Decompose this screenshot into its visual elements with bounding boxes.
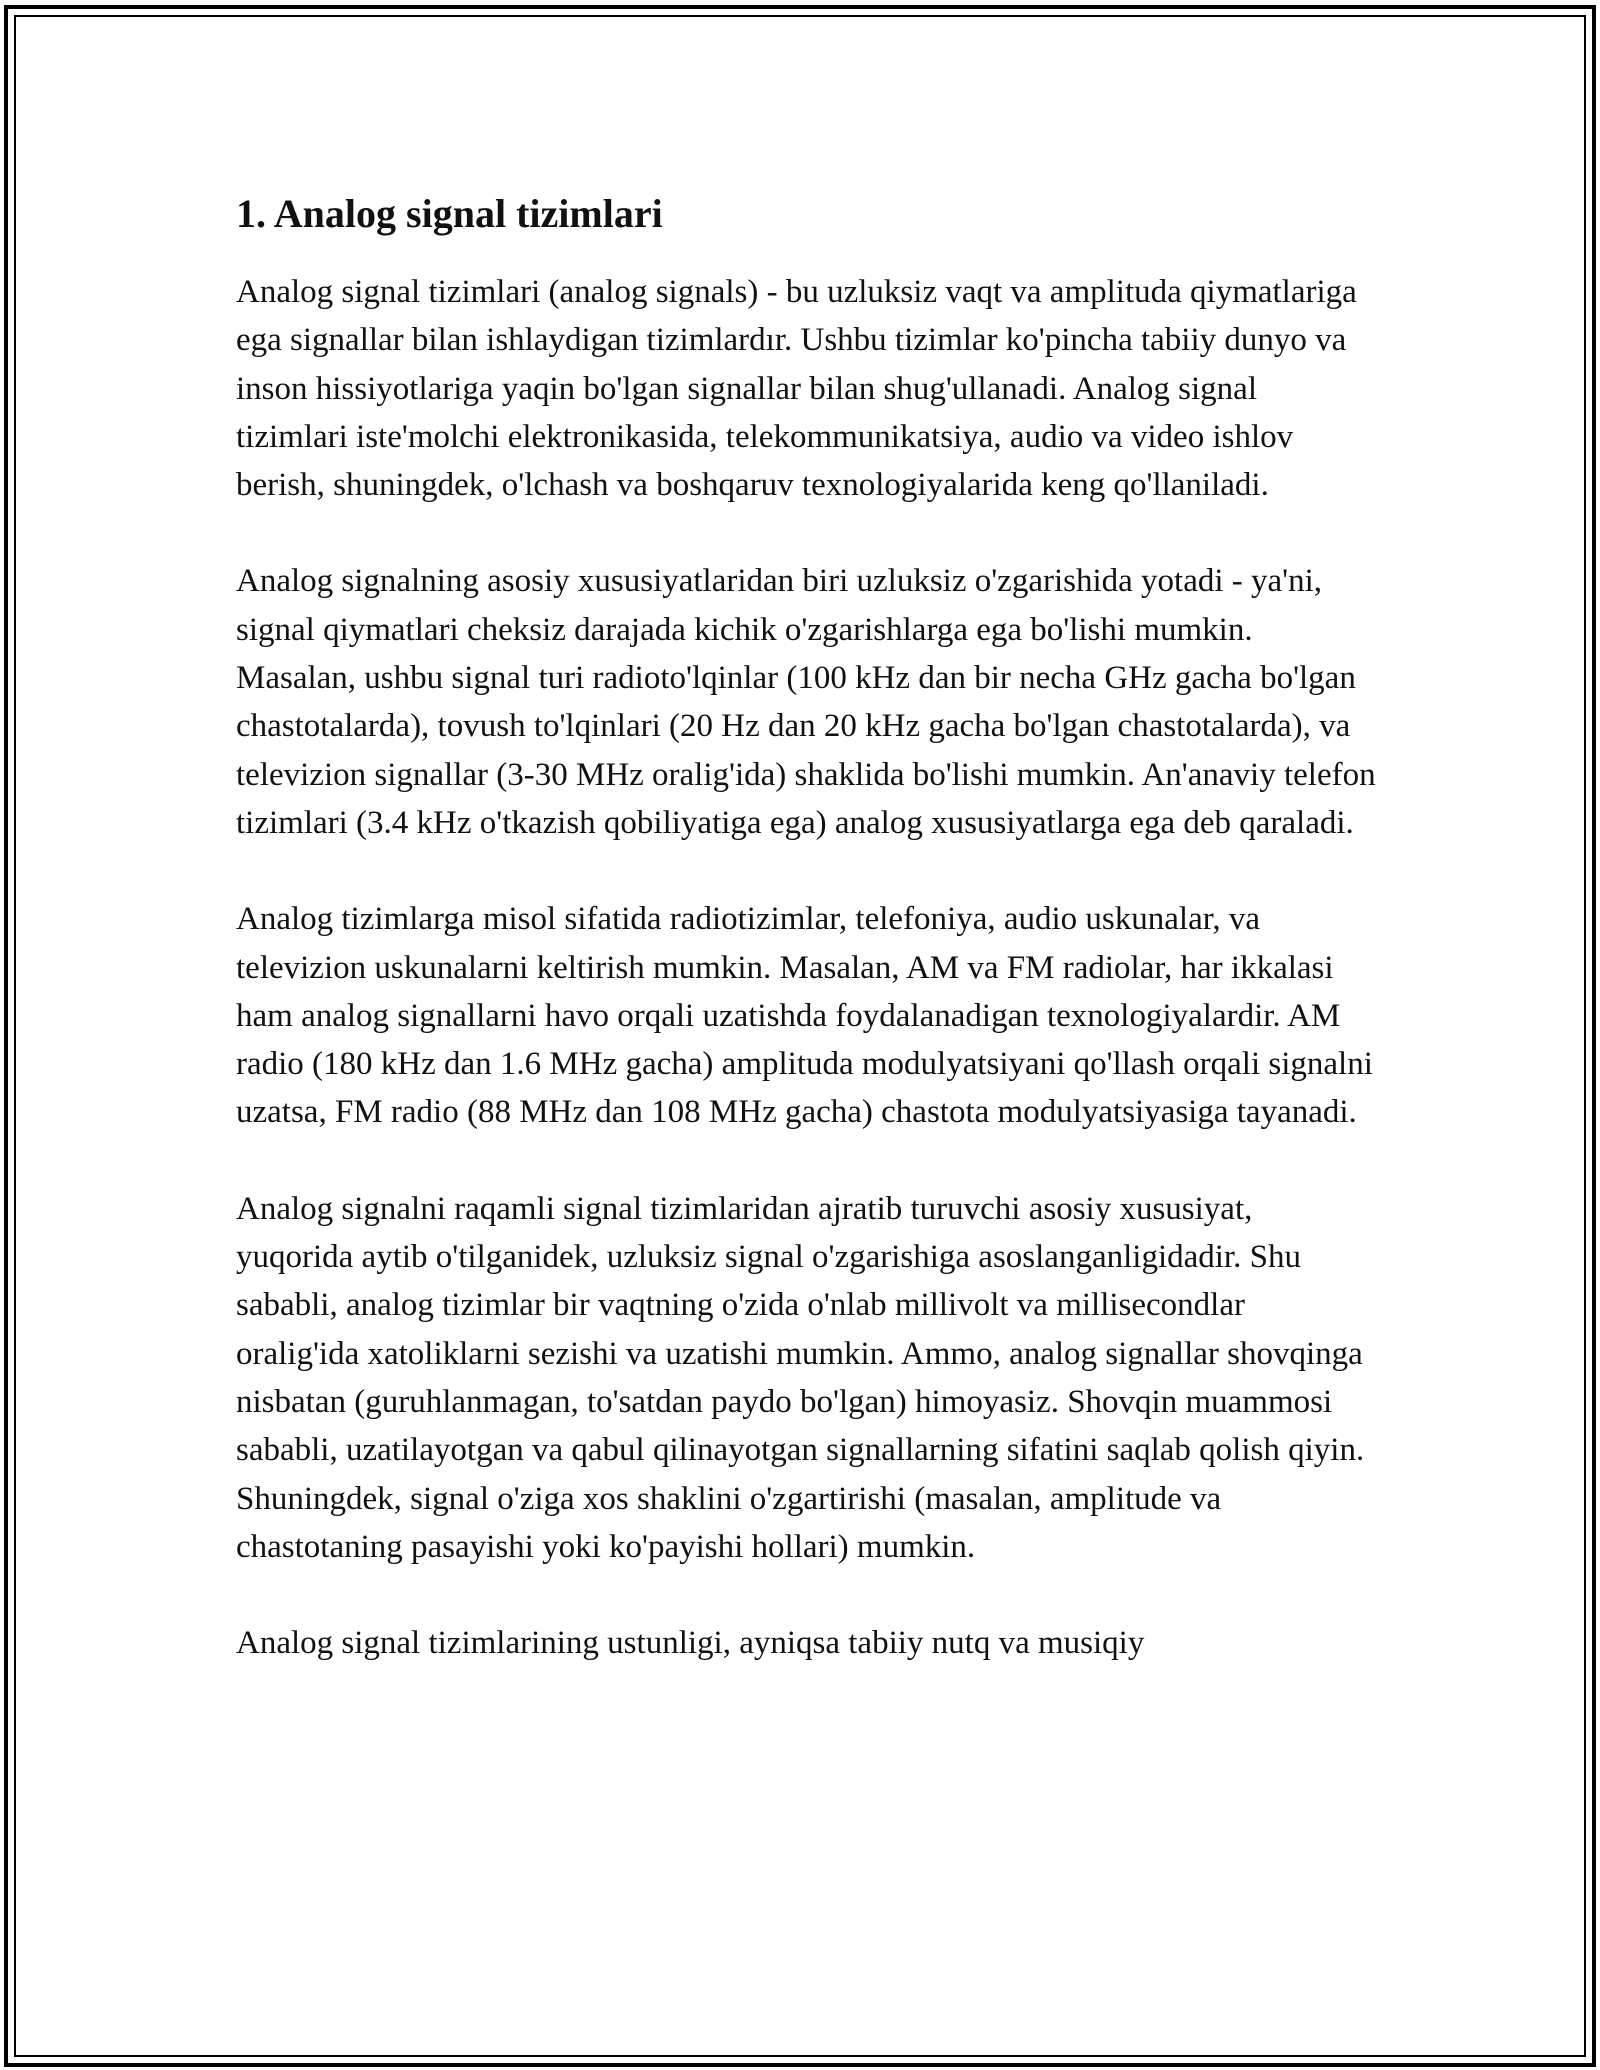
paragraph-5: Analog signal tizimlarining ustunligi, ayniqsa tabiiy nutq va musiqiy xyxy=(236,1625,1145,1662)
document-body xyxy=(236,186,1376,1715)
section-heading: 1. Analog signal tizimlari xyxy=(236,191,663,236)
paragraph-1: Analog signal tizimlari (analog signals) - bu uzluksiz vaqt va amplituda qiymatlariga ega signallar bilan ishlaydigan tizimlardır. Ushbu tizimlar ko'pincha tabiiy dunyo va inson hissiyotlariga yaqin bo'lgan signallar bilan shug'ullanadi. Analog signal tizimlari iste'molchi elektronikasida, telekommunikatsiya, audio va video ishlov berish, shuningdek, o'lchash va boshqaruv texnologiyalarida keng qo'llaniladi. xyxy=(236,274,1357,504)
paragraph-2: Analog signalning asosiy xususiyatlaridan biri uzluksiz o'zgarishida yotadi - ya'ni, signal qiymatlari cheksiz darajada kichik o'zgarishlarga ega bo'lishi mumkin. Masalan, ushbu signal turi radioto'lqinlar (100 kHz dan bir necha GHz gacha bo'lgan chastotalarda), tovush to'lqinlari (20 Hz dan 20 kHz gacha bo'lgan chastotalarda), va televizion signallar (3-30 MHz oralig'ida) shaklida bo'lishi mumkin. An'anaviy telefon tizimlari (3.4 kHz o'tkazish qobiliyatiga ega) analog xususiyatlarga ega deb qaraladi. xyxy=(236,563,1376,841)
paragraph-3: Analog tizimlarga misol sifatida radiotizimlar, telefoniya, audio uskunalar, va televizion uskunalarni keltirish mumkin. Masalan, AM va FM radiolar, har ikkalasi ham analog signallarni havo orqali uzatishda foydalanadigan texnologiyalardir. AM radio (180 kHz dan 1.6 MHz gacha) amplituda modulyatsiyani qo'llash orqali signalni uzatsa, FM radio (88 MHz dan 108 MHz gacha) chastota modulyatsiyasiga tayanadi. xyxy=(236,901,1373,1131)
paragraph-4: Analog signalni raqamli signal tizimlaridan ajratib turuvchi asosiy xususiyat, yuqorida aytib o'tilganidek, uzluksiz signal o'zgarishiga asoslanganligidadir. Shu sababli, analog tizimlar bir vaqtning o'zida o'nlab millivolt va millisecondlar oralig'ida xatoliklarni sezishi va uzatishi mumkin. Ammo, analog signallar shovqinga nisbatan (guruhlanmagan, to'satdan paydo bo'lgan) himoyasiz. Shovqin muammosi sababli, uzatilayotgan va qabul qilinayotgan signallarning sifatini saqlab qolish qiyin. Shuningdek, signal o'ziga xos shaklini o'zgartirishi (masalan, amplitude va chastotaning pasayishi yoki ko'payishi hollari) mumkin. xyxy=(236,1190,1365,1565)
